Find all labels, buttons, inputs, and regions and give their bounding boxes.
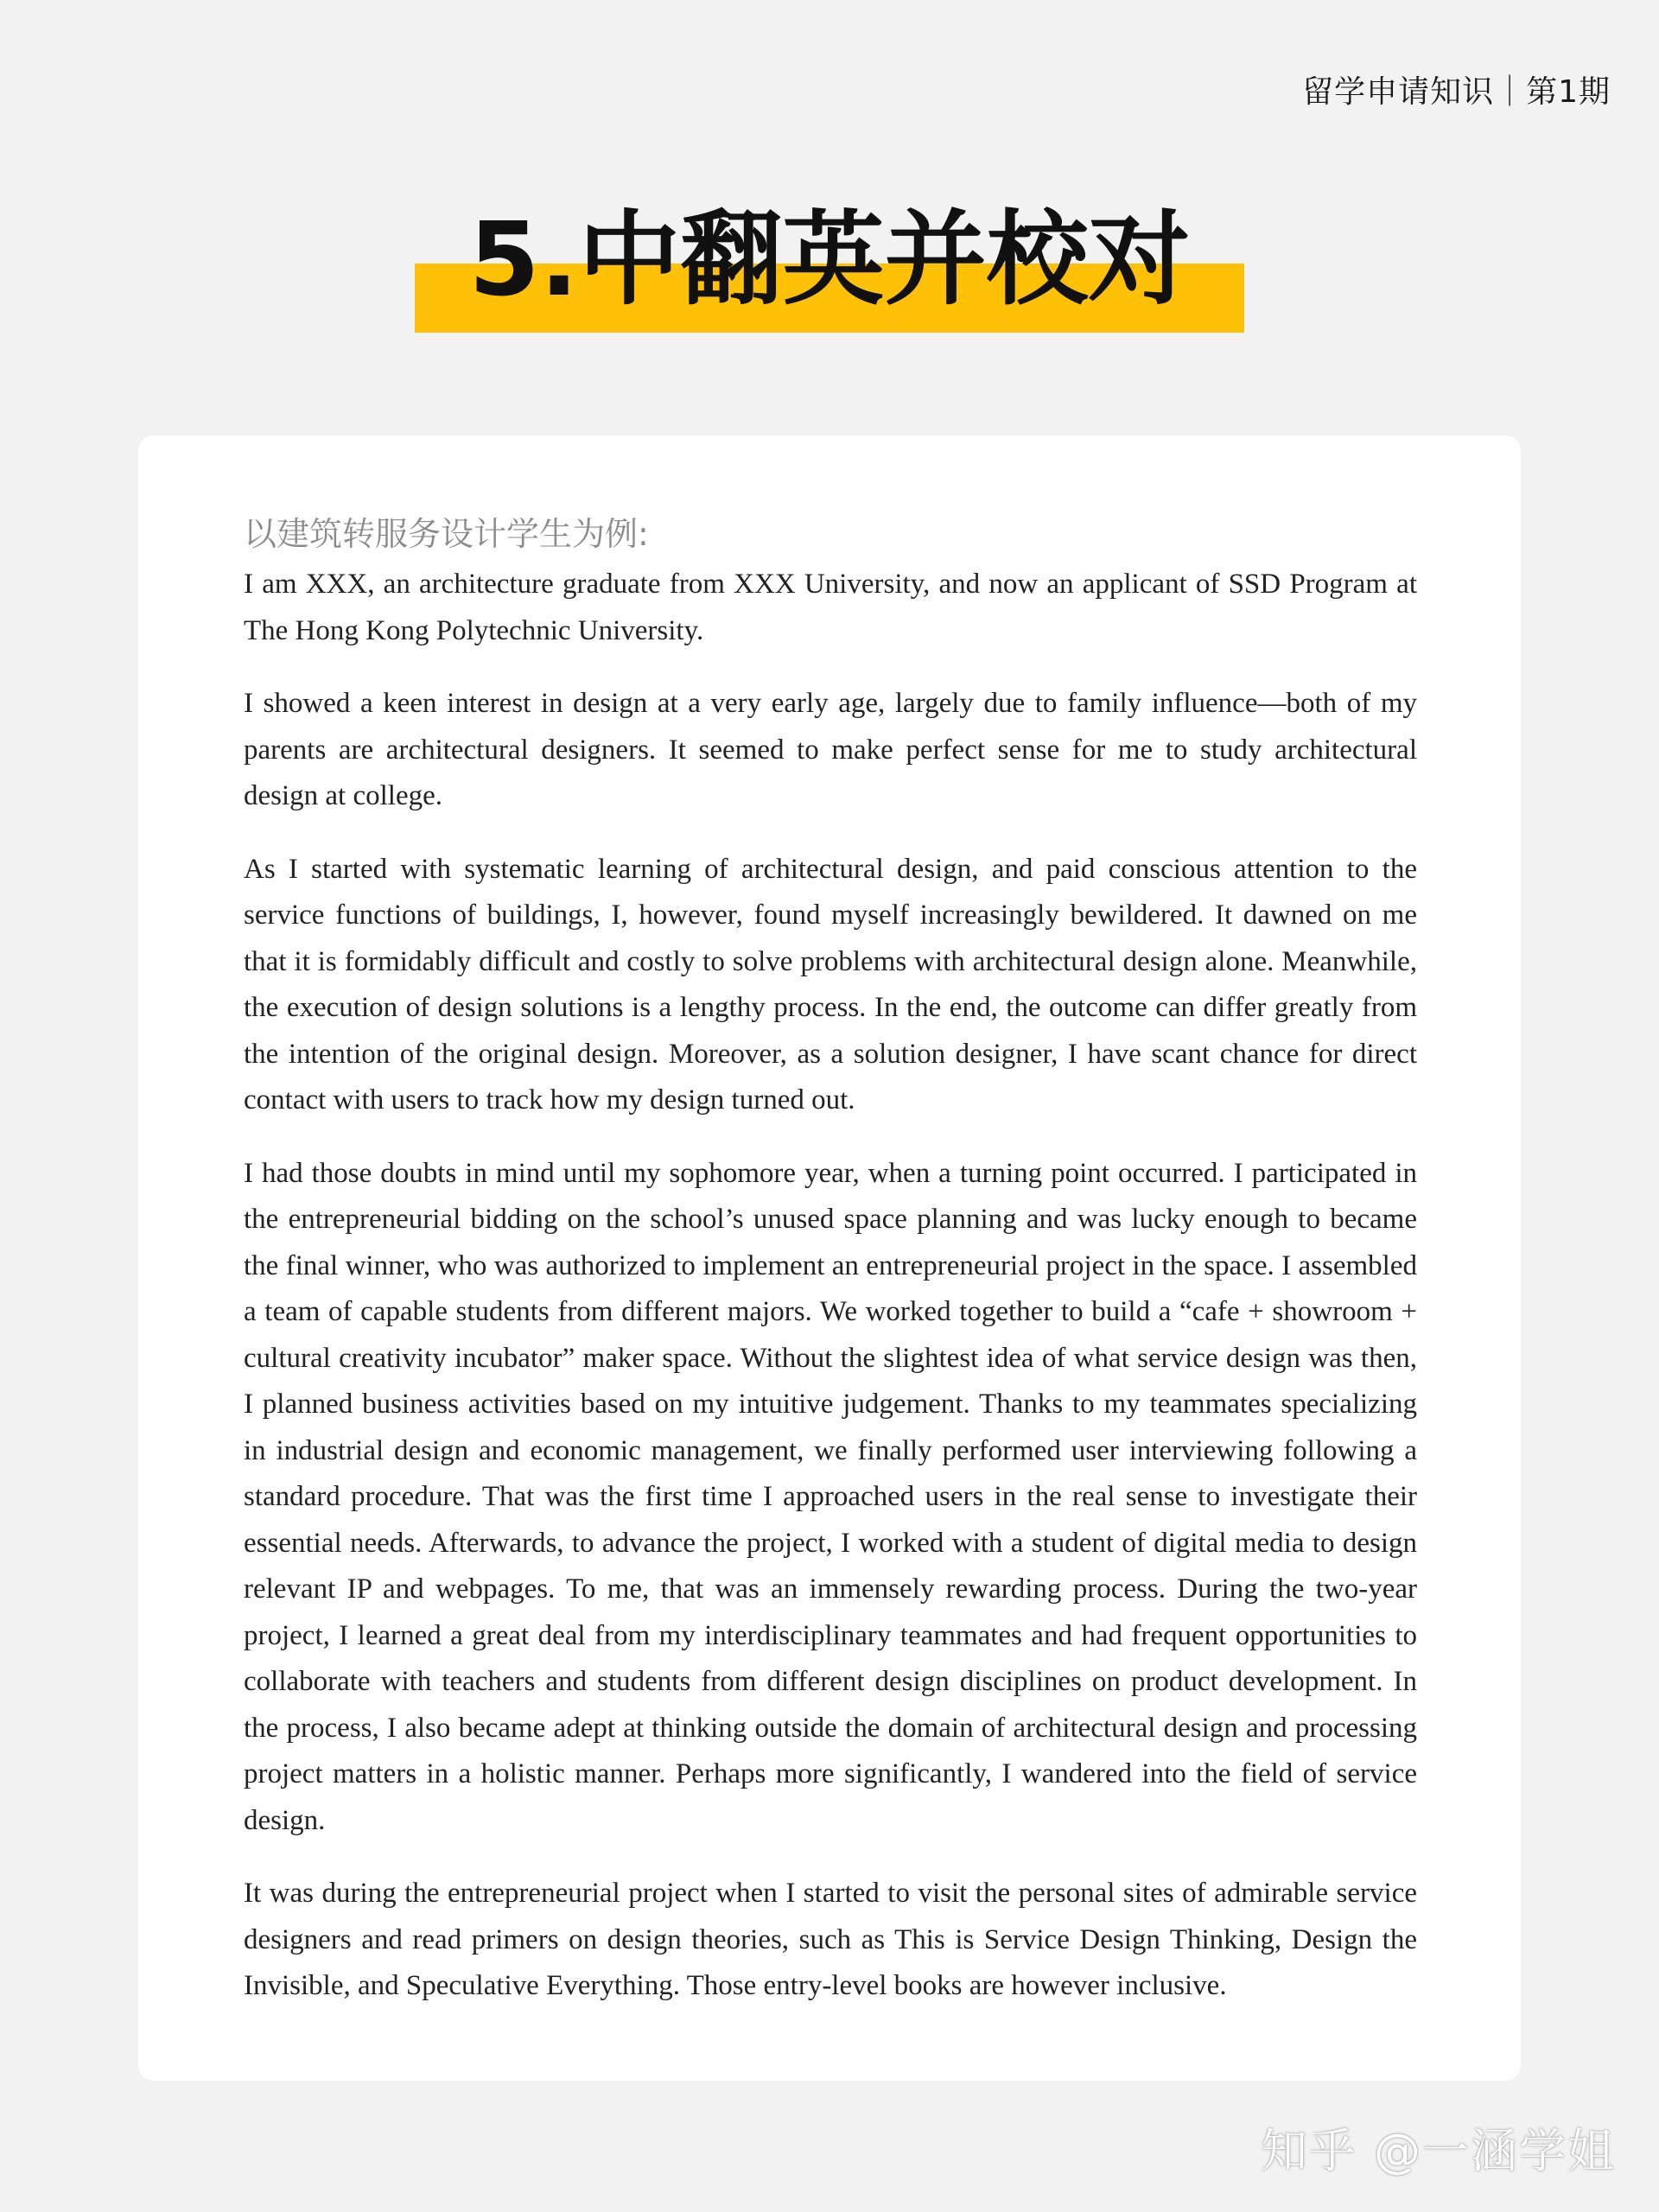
example-label: 以建筑转服务设计学生为例: (244, 515, 649, 553)
card-body (244, 512, 1417, 2037)
paragraph-1: I am XXX, an architecture graduate from XXX University, and now an applicant of SSD Program at The Hong Kong Polytechnic University. (244, 569, 1417, 646)
paragraph-4: I had those doubts in mind until my sophomore year, when a turning point occurred. I participated in the entrepreneurial bidding on the school’s unused space planning and was lucky enough to became the final winner, who was authorized to implement an entrepreneurial project in the space. I assembled a team of capable students from different majors. We worked together to build a “cafe + showroom + cultural creativity incubator” maker space. Without the slightest idea of what service design was then, I planned business activities based on my intuitive judgement. Thanks to my teammates specializing in industrial design and economic management, we finally performed user interviewing following a standard procedure. That was the first time I approached users in the real sense to investigate their essential needs. Afterwards, to advance the project, I worked with a student of digital media to design relevant IP and webpages. To me, that was an immensely rewarding process. During the two-year project, I learned a great deal from my interdisciplinary teammates and had frequent opportunities to collaborate with teachers and students from different design disciplines on product development. In the process, I also became adept at thinking outside the domain of architectural design and processing project matters in a holistic manner. Perhaps more significantly, I wandered into the field of service design. (244, 1157, 1417, 1836)
content-card (138, 435, 1521, 2081)
paragraph-2: I showed a keen interest in design at a very early age, largely due to family influence—both of my parents are architectural designers. It seemed to make perfect sense for me to study architectural design at college. (244, 688, 1417, 811)
paragraph-5: It was during the entrepreneurial project when I started to visit the personal sites of admirable service designers and read primers on design theories, such as This is Service Design Thinking, Design the Invisible, and Speculative Everything. Those entry-level books are however inclusive. (244, 1878, 1417, 2001)
series-tag: 留学申请知识｜第1期 (1302, 74, 1611, 110)
section-title-block (0, 199, 1659, 337)
watermark: 知乎 @一涵学姐 (1260, 2124, 1616, 2178)
section-title: 5.中翻英并校对 (468, 200, 1191, 319)
paragraph-3: As I started with systematic learning of architectural design, and paid conscious attention to the service functions of buildings, I, however, found myself increasingly bewildered. It dawned on me that it is formidably difficult and costly to solve problems with architectural design alone. Meanwhile, the execution of design solutions is a lengthy process. In the end, the outcome can differ greatly from the intention of the original design. Moreover, as a solution designer, I have scant chance for direct contact with users to track how my design turned out. (244, 853, 1417, 1116)
